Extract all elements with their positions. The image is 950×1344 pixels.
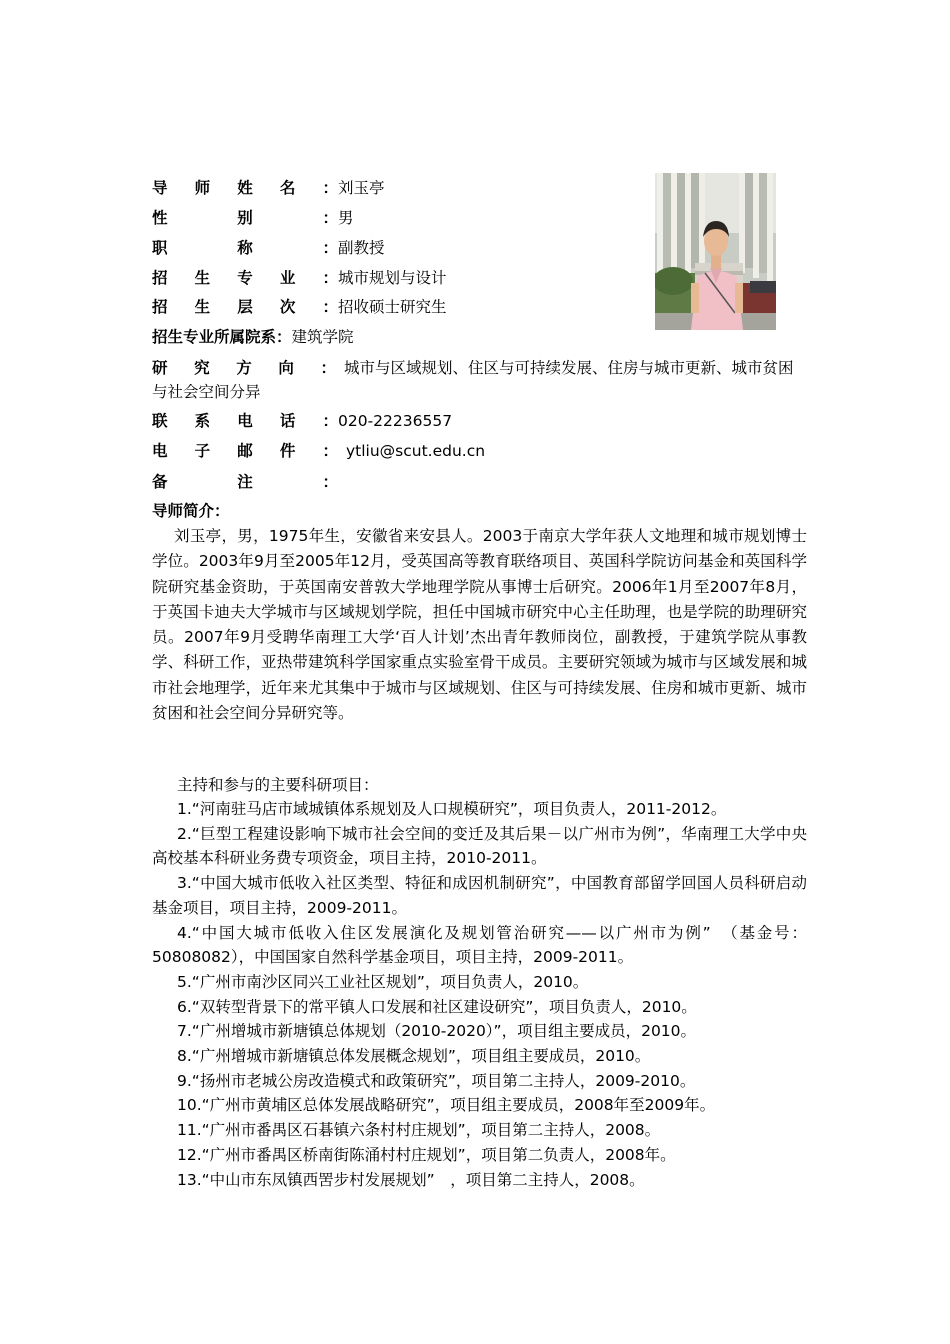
- phone-value: 020-22236557: [338, 412, 453, 430]
- bio-heading: 导师简介：: [152, 502, 230, 520]
- title-label: 职称：: [152, 239, 338, 257]
- bio-paragraph: 刘玉亭，男，1975年生，安徽省来安县人。2003于南京大学年获人文地理和城市规划博士学位。2003年9月至2005年12月，受英国高等教育联络项目、英国科学院访问基金和英国科学院研究基金资助，于英国南安普敦大学地理学院从事博士后研究。2006年1月至2007年8月，于英国卡迪夫大学城市与区域规划学院，担任中国城市研究中心主任助理，也是学院的助理研究员。2007年9月受聘华南理工大学‘百人计划’杰出青年教师岗位，副教授，于建筑学院从事教学、科研工作，亚热带建筑科学国家重点实验室骨干成员。主要研究领域为城市与区域发展和城市社会地理学，近年来尤其集中于城市与区域规划、住区与可持续发展、住房和城市更新、城市贫困和社会空间分异研究等。: [152, 527, 807, 723]
- gender-value: 男: [338, 209, 354, 227]
- email-label: 电子邮件：: [152, 442, 338, 460]
- project-item: 11.“广州市番禺区石碁镇六条村村庄规划”，项目第二主持人，2008。: [177, 1121, 661, 1140]
- portrait-photo: [655, 173, 776, 330]
- field-advisor-name: [152, 176, 385, 200]
- projects-list: [152, 797, 807, 1192]
- field-major: [152, 266, 447, 290]
- field-research: [152, 356, 807, 404]
- project-item: 4.“中国大城市低收入住区发展演化及规划管治研究——以广州市为例” （基金号：50808082），中国国家自然科学基金项目，项目主持，2009-2011。: [152, 923, 807, 967]
- project-item: 12.“广州市番禺区桥南街陈涌村村庄规划”，项目第二负责人，2008年。: [177, 1145, 676, 1164]
- field-title: [152, 236, 385, 260]
- project-item: 13.“中山市东凤镇西罟步村发展规划” ，项目第二主持人，2008。: [177, 1170, 645, 1189]
- note-label: 备注：: [152, 473, 338, 491]
- field-note: [152, 470, 338, 494]
- major-value: 城市规划与设计: [338, 269, 447, 287]
- field-department: [152, 325, 354, 349]
- research-label: 研究方向：: [152, 359, 336, 377]
- phone-label: 联系电话：: [152, 412, 338, 430]
- project-item: 8.“广州增城市新塘镇总体发展概念规划”，项目组主要成员，2010。: [177, 1047, 651, 1066]
- department-value: 建筑学院: [291, 328, 354, 346]
- projects-heading: 主持和参与的主要科研项目：: [177, 776, 379, 794]
- advisor-name-value: 刘玉亭: [338, 179, 385, 197]
- gender-label: 性别：: [152, 209, 338, 227]
- level-value: 招收硕士研究生: [338, 298, 447, 316]
- department-label: 招生专业所属院系：: [152, 328, 292, 346]
- project-item: 6.“双转型背景下的常平镇人口发展和社区建设研究”，项目负责人，2010。: [177, 997, 697, 1016]
- field-email: [152, 439, 485, 463]
- project-item: 3.“中国大城市低收入社区类型、特征和成因机制研究”，中国教育部留学回国人员科研启动基金项目，项目主持，2009-2011。: [152, 874, 807, 917]
- project-item: 1.“河南驻马店市域城镇体系规划及人口规模研究”，项目负责人，2011-2012。: [177, 800, 727, 818]
- project-item: 10.“广州市黄埔区总体发展战略研究”，项目组主要成员，2008年至2009年。: [177, 1096, 716, 1115]
- field-phone: [152, 409, 452, 433]
- project-item: 7.“广州增城市新塘镇总体规划（2010-2020）”，项目组主要成员，2010。: [177, 1022, 697, 1041]
- major-label: 招生专业：: [152, 269, 338, 287]
- project-item: 2.“巨型工程建设影响下城市社会空间的变迁及其后果－以广州市为例”，华南理工大学中央高校基本科研业务费专项资金，项目主持，2010-2011。: [152, 824, 807, 868]
- level-label: 招生层次：: [152, 298, 338, 316]
- email-value: ytliu@scut.edu.cn: [346, 442, 486, 460]
- project-item: 5.“广州市南沙区同兴工业社区规划”，项目负责人，2010。: [177, 972, 589, 991]
- title-value: 副教授: [338, 239, 385, 257]
- field-level: [152, 295, 447, 319]
- project-item: 9.“扬州市老城公房改造模式和政策研究”，项目第二主持人，2009-2010。: [177, 1071, 696, 1090]
- field-gender: [152, 206, 354, 230]
- research-value: 城市与区域规划、住区与可持续发展、住房与城市更新、城市贫困与社会空间分异: [152, 359, 794, 401]
- advisor-name-label: 导师姓名：: [152, 179, 338, 197]
